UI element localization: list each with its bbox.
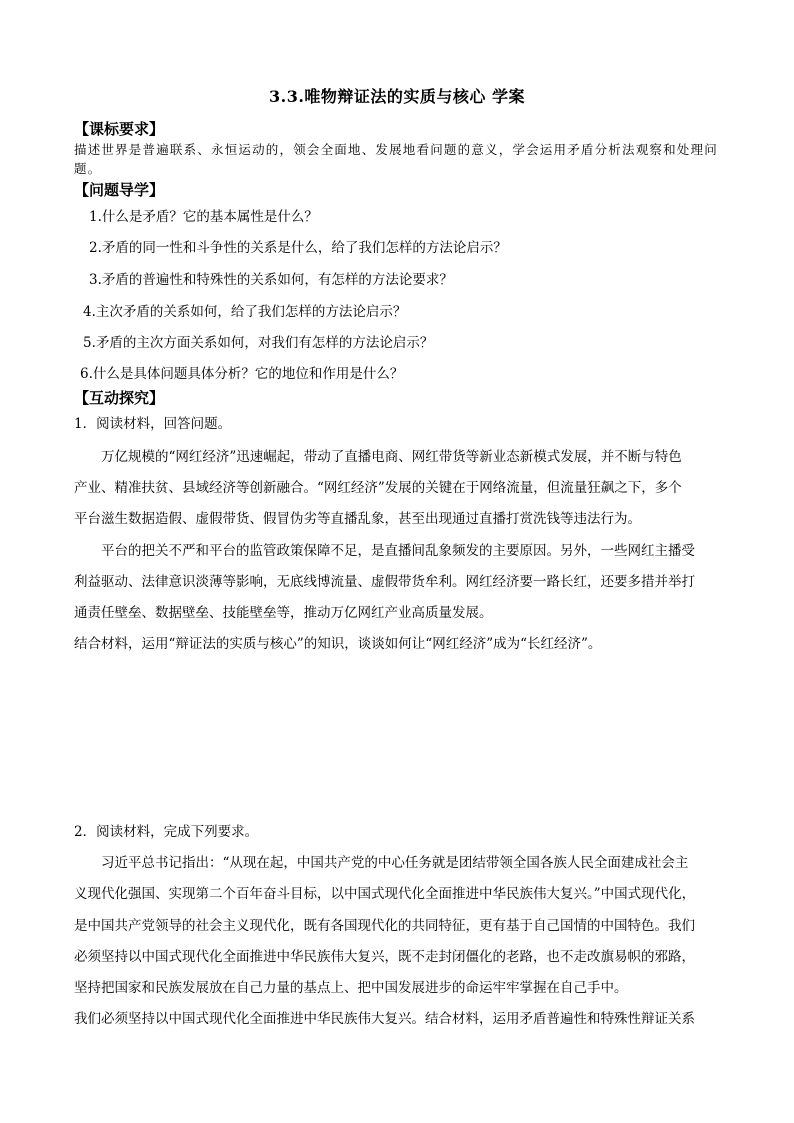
task1-material-line: 通责任壁垒、数据壁垒、技能壁垒等，推动万亿网红产业高质量发展。 — [74, 605, 493, 621]
explore-heading: 【互动探究】 — [74, 389, 165, 407]
task2-question: 我们必须坚持以中国式现代化全面推进中华民族伟大复兴。结合材料，运用矛盾普遍性和特殊性辩证关系 — [74, 1011, 695, 1027]
curriculum-text: 描述世界是普遍联系、永恒运动的，领会全面地、发展地看问题的意义，学会运用矛盾分析法观察和处理问题。 — [74, 142, 718, 176]
task1-material-line: 平台滋生数据造假、虚假带货、假冒伪劣等直播乱象，甚至出现通过直播打赏洗钱等违法行为。 — [74, 511, 641, 527]
task1-material-line: 产业、精准扶贫、县域经济等创新融合。“网红经济”发展的关键在于网络流量，但流量狂飙之下，多个 — [74, 480, 682, 496]
question-item-2: 2.矛盾的同一性和斗争性的关系是什么，给了我们怎样的方法论启示？ — [89, 240, 507, 256]
task1-material-line: 平台的把关不严和平台的监管政策保障不足，是直播间乱象频发的主要原因。另外，一些网红主播受 — [101, 543, 695, 559]
question-item-4: 4.主次矛盾的关系如何，给了我们怎样的方法论启示？ — [83, 304, 407, 320]
task1-prompt: 1．阅读材料，回答问题。 — [74, 416, 232, 432]
questions-heading: 【问题导学】 — [74, 181, 165, 199]
curriculum-heading: 【课标要求】 — [74, 120, 165, 138]
question-item-5: 5.矛盾的主次方面关系如何，对我们有怎样的方法论启示？ — [83, 335, 434, 351]
task2-prompt: 2．阅读材料，完成下列要求。 — [74, 824, 259, 840]
task1-material-line: 万亿规模的“网红经济”迅速崛起，带动了直播电商、网红带货等新业态新模式发展，并不断与特色 — [101, 449, 682, 465]
question-item-6: 6.什么是具体问题具体分析？它的地位和作用是什么？ — [80, 366, 404, 382]
task2-material-line: 义现代化强国、实现第二个百年奋斗目标，以中国式现代化全面推进中华民族伟大复兴。”中国式现代化， — [74, 886, 696, 902]
task1-question: 结合材料，运用“辩证法的实质与核心”的知识，谈谈如何让“网红经济”成为“长红经济”。 — [74, 636, 602, 652]
question-item-3: 3.矛盾的普遍性和特殊性的关系如何，有怎样的方法论要求？ — [89, 272, 453, 288]
task2-material-line: 是中国共产党领导的社会主义现代化，既有各国现代化的共同特征，更有基于自己国情的中国特色。我们 — [74, 918, 695, 934]
task2-material-line: 习近平总书记指出：“从现在起，中国共产党的中心任务就是团结带领全国各族人民全面建成社会主 — [101, 855, 689, 871]
question-item-1: 1.什么是矛盾？它的基本属性是什么？ — [89, 209, 318, 225]
page-title: 3.3.唯物辩证法的实质与核心 学案 — [269, 87, 525, 106]
task1-material-line: 利益驱动、法律意识淡薄等影响，无底线博流量、虚假带货牟利。网红经济要一路长红，还要多措并举打 — [74, 574, 695, 590]
task2-material-line: 必须坚持以中国式现代化全面推进中华民族伟大复兴，既不走封闭僵化的老路，也不走改旗易帜的邪路， — [74, 949, 695, 965]
task2-material-line: 坚持把国家和民族发展放在自己力量的基点上、把中国发展进步的命运牢牢掌握在自己手中。 — [74, 980, 628, 996]
